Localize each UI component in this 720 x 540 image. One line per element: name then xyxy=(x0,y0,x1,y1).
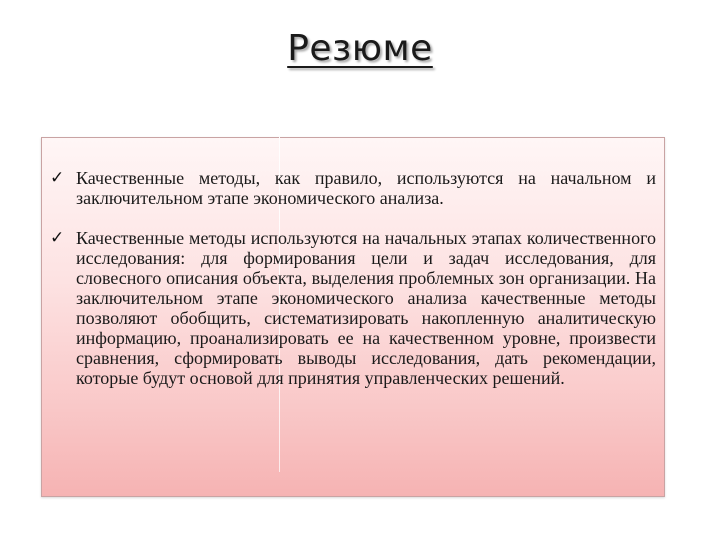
bullet-text: Качественные методы используются на начальных этапах количественного исследования: для формирования цели и задач исследования, для словесного описания объекта, выделения проблемных зон организации. На заключительном этапе экономического анализа качественные методы позволяют обобщить, систематизировать накопленную аналитическую информацию, проанализировать ее на качественном уровне, произвести сравнения, сформировать выводы исследования, дать рекомендации, которые будут основой для принятия управленческих решений. xyxy=(76,228,656,388)
bullet-item xyxy=(46,228,656,388)
bullet-item xyxy=(46,168,656,208)
bullet-list xyxy=(46,168,656,408)
bullet-text: Качественные методы, как правило, используются на начальном и заключительном этапе экономического анализа. xyxy=(76,168,656,208)
slide-title: Резюме xyxy=(287,28,433,69)
checkmark-icon: ✓ xyxy=(50,228,65,248)
checkmark-icon: ✓ xyxy=(50,168,65,188)
